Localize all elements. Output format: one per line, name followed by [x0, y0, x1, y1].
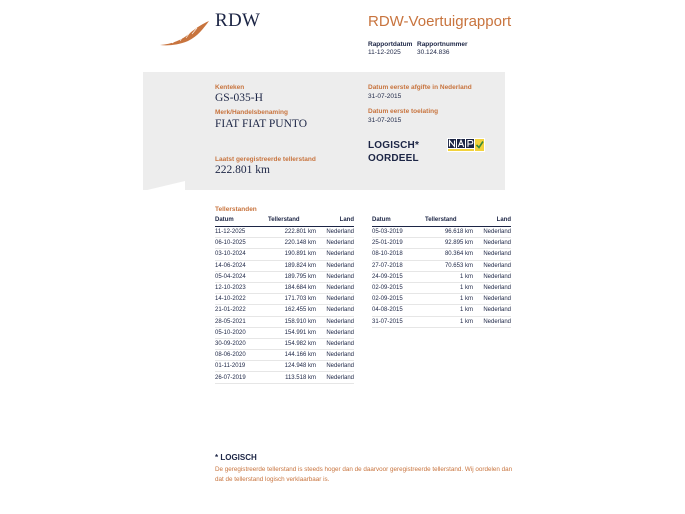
- nap-badge-icon: [447, 138, 485, 152]
- cell-tellerstand: 189.795 km: [259, 271, 316, 282]
- cell-land: Nederland: [473, 305, 511, 316]
- cell-land: Nederland: [316, 260, 354, 271]
- cell-tellerstand: 1 km: [416, 282, 473, 293]
- rapportnummer-value: 30.124.836: [417, 49, 450, 56]
- rapportnummer-label: Rapportnummer: [417, 41, 468, 48]
- table-row: [215, 260, 354, 271]
- cell-land: Nederland: [316, 305, 354, 316]
- cell-tellerstand: 124.948 km: [259, 361, 316, 372]
- cell-tellerstand: 190.891 km: [259, 249, 316, 260]
- footnote-title: * LOGISCH: [215, 453, 257, 462]
- cell-date: 08-06-2020: [215, 350, 259, 361]
- table-row: [215, 249, 354, 260]
- cell-date: 14-10-2022: [215, 294, 259, 305]
- cell-land: Nederland: [473, 294, 511, 305]
- cell-land: Nederland: [316, 238, 354, 249]
- table-row: [215, 305, 354, 316]
- cell-date: 05-04-2024: [215, 271, 259, 282]
- tellerstanden-title: Tellerstanden: [215, 206, 257, 213]
- cell-land: Nederland: [316, 271, 354, 282]
- table-row: [372, 271, 511, 282]
- cell-tellerstand: 189.824 km: [259, 260, 316, 271]
- cell-tellerstand: 154.991 km: [259, 327, 316, 338]
- cell-tellerstand: 1 km: [416, 316, 473, 327]
- cell-tellerstand: 144.166 km: [259, 350, 316, 361]
- cell-date: 11-12-2025: [215, 227, 259, 238]
- rdw-logo-icon: [158, 18, 210, 48]
- table-row: [372, 305, 511, 316]
- cell-date: 30-09-2020: [215, 338, 259, 349]
- cell-date: 31-07-2015: [372, 316, 416, 327]
- cell-date: 14-06-2024: [215, 260, 259, 271]
- eerste-toelating-label: Datum eerste toelating: [368, 108, 439, 115]
- cell-tellerstand: 222.801 km: [259, 227, 316, 238]
- panel-notch: [143, 181, 185, 191]
- cell-land: Nederland: [316, 227, 354, 238]
- cell-date: 01-11-2019: [215, 361, 259, 372]
- report-title: RDW-Voertuigrapport: [368, 13, 512, 30]
- cell-tellerstand: 80.364 km: [416, 249, 473, 260]
- cell-land: Nederland: [473, 316, 511, 327]
- table-row: [215, 316, 354, 327]
- brand-name: RDW: [215, 10, 261, 31]
- footnote-text: De geregistreerde tellerstand is steeds hoger dan de daarvoor geregistreerde tellerstand. Wij oordelen dan dat de tellerstand logisch verklaarbaar is.: [215, 466, 513, 483]
- table-header-row: [215, 216, 354, 227]
- cell-tellerstand: 70.653 km: [416, 260, 473, 271]
- tellerstand-label: Laatst geregistreerde tellerstand: [215, 156, 316, 163]
- cell-tellerstand: 154.982 km: [259, 338, 316, 349]
- cell-date: 04-08-2015: [372, 305, 416, 316]
- cell-land: Nederland: [316, 361, 354, 372]
- table-row: [372, 249, 511, 260]
- cell-date: 05-10-2020: [215, 327, 259, 338]
- merk-label: Merk/Handelsbenaming: [215, 109, 288, 116]
- cell-land: Nederland: [473, 282, 511, 293]
- cell-date: 12-10-2023: [215, 282, 259, 293]
- odometer-table-left: [215, 216, 354, 384]
- table-row: [215, 372, 354, 383]
- cell-land: Nederland: [316, 249, 354, 260]
- table-row: [215, 327, 354, 338]
- cell-tellerstand: 1 km: [416, 271, 473, 282]
- cell-date: 21-01-2022: [215, 305, 259, 316]
- table-row: [215, 361, 354, 372]
- cell-date: 28-05-2021: [215, 316, 259, 327]
- cell-land: Nederland: [473, 238, 511, 249]
- table-row: [215, 294, 354, 305]
- table-row: [372, 282, 511, 293]
- cell-tellerstand: 113.518 km: [259, 372, 316, 383]
- cell-land: Nederland: [473, 260, 511, 271]
- rapportdatum-label: Rapportdatum: [368, 41, 413, 48]
- cell-land: Nederland: [316, 294, 354, 305]
- cell-land: Nederland: [473, 227, 511, 238]
- cell-land: Nederland: [316, 350, 354, 361]
- cell-tellerstand: 220.148 km: [259, 238, 316, 249]
- cell-land: Nederland: [316, 372, 354, 383]
- rapportdatum-value: 11-12-2025: [368, 49, 401, 56]
- eerste-toelating-value: 31-07-2015: [368, 117, 402, 124]
- cell-tellerstand: 1 km: [416, 305, 473, 316]
- cell-tellerstand: 162.455 km: [259, 305, 316, 316]
- cell-date: 26-07-2019: [215, 372, 259, 383]
- col-datum: Datum: [372, 216, 416, 227]
- table-row: [372, 294, 511, 305]
- table-row: [372, 238, 511, 249]
- eerste-afgifte-value: 31-07-2015: [368, 93, 402, 100]
- col-datum: Datum: [215, 216, 259, 227]
- cell-date: 02-09-2015: [372, 282, 416, 293]
- cell-tellerstand: 96.618 km: [416, 227, 473, 238]
- table-row: [372, 316, 511, 327]
- col-tellerstand: Tellerstand: [259, 216, 316, 227]
- merk-value: FIAT FIAT PUNTO: [215, 118, 308, 130]
- table-row: [215, 271, 354, 282]
- odometer-table-right: [372, 216, 511, 328]
- verdict-oordeel: OORDEEL: [368, 153, 419, 164]
- cell-tellerstand: 184.684 km: [259, 282, 316, 293]
- cell-land: Nederland: [316, 338, 354, 349]
- cell-tellerstand: 1 km: [416, 294, 473, 305]
- cell-date: 08-10-2018: [372, 249, 416, 260]
- table-row: [372, 227, 511, 238]
- cell-date: 06-10-2025: [215, 238, 259, 249]
- cell-land: Nederland: [473, 271, 511, 282]
- cell-date: 27-07-2018: [372, 260, 416, 271]
- col-tellerstand: Tellerstand: [416, 216, 473, 227]
- kenteken-value: GS-035-H: [215, 92, 263, 104]
- table-row: [215, 350, 354, 361]
- table-row: [215, 238, 354, 249]
- cell-date: 02-09-2015: [372, 294, 416, 305]
- table-row: [215, 227, 354, 238]
- col-land: Land: [473, 216, 511, 227]
- cell-date: 25-01-2019: [372, 238, 416, 249]
- cell-date: 24-09-2015: [372, 271, 416, 282]
- cell-land: Nederland: [316, 327, 354, 338]
- cell-date: 03-10-2024: [215, 249, 259, 260]
- cell-date: 05-03-2019: [372, 227, 416, 238]
- eerste-afgifte-label: Datum eerste afgifte in Nederland: [368, 84, 472, 91]
- cell-land: Nederland: [316, 316, 354, 327]
- tellerstand-value: 222.801 km: [215, 164, 270, 176]
- cell-tellerstand: 158.910 km: [259, 316, 316, 327]
- table-header-row: [372, 216, 511, 227]
- cell-land: Nederland: [316, 282, 354, 293]
- cell-tellerstand: 92.895 km: [416, 238, 473, 249]
- cell-land: Nederland: [473, 249, 511, 260]
- verdict-logisch: LOGISCH*: [368, 140, 420, 151]
- table-row: [372, 260, 511, 271]
- table-row: [215, 338, 354, 349]
- table-row: [215, 282, 354, 293]
- kenteken-label: Kenteken: [215, 84, 245, 91]
- cell-tellerstand: 171.703 km: [259, 294, 316, 305]
- col-land: Land: [316, 216, 354, 227]
